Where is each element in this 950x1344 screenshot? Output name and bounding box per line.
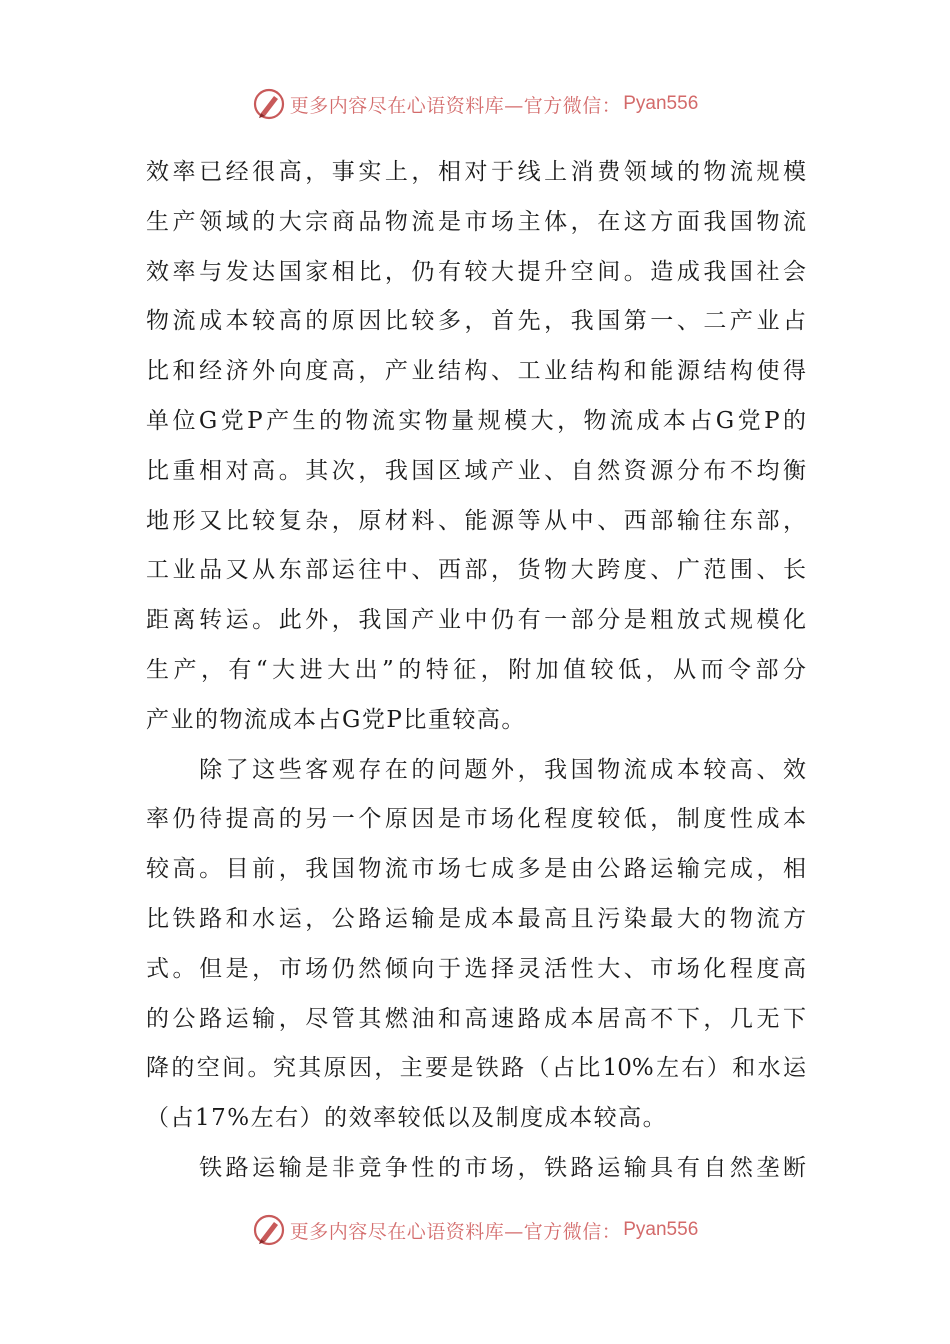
pen-logo-icon	[252, 1213, 286, 1247]
text-line: 比铁路和水运，公路运输是成本最高且污染最大的物流方	[146, 905, 806, 932]
text-line: 效率已经很高，事实上，相对于线上消费领域的物流规模	[146, 159, 806, 185]
watermark-wechat-id: Pyan556	[623, 1219, 699, 1240]
text-line: 产业的物流成本占G党P比重较高。	[146, 706, 526, 733]
text-line: 生产，有“大进大出”的特征，附加值较低，从而令部分	[146, 656, 806, 683]
watermark-text: 更多内容尽在心语资料库—官方微信：	[289, 1220, 622, 1243]
pen-logo-icon	[252, 87, 286, 121]
text-line: 较高。目前，我国物流市场七成多是由公路运输完成，相	[146, 856, 806, 883]
header-watermark	[0, 84, 950, 124]
text-line: （占17%左右）的效率较低以及制度成本较高。	[146, 1105, 668, 1132]
text-line: 铁路运输是非竞争性的市场，铁路运输具有自然垄断	[146, 1154, 806, 1181]
watermark-wechat-id: Pyan556	[623, 93, 699, 114]
watermark-text: 更多内容尽在心语资料库—官方微信：	[289, 94, 622, 117]
text-line: 单位G党P产生的物流实物量规模大，物流成本占G党P的	[146, 407, 806, 434]
text-line: 率仍待提高的另一个原因是市场化程度较低，制度性成本	[146, 806, 806, 833]
text-line: 地形又比较复杂，原材料、能源等从中、西部输往东部，	[146, 507, 806, 534]
text-line: 效率与发达国家相比，仍有较大提升空间。造成我国社会	[146, 258, 806, 285]
text-line: 降的空间。究其原因，主要是铁路（占比10%左右）和水运	[146, 1055, 806, 1082]
text-line: 式。但是，市场仍然倾向于选择灵活性大、市场化程度高	[146, 955, 806, 982]
text-line: 工业品又从东部运往中、西部，货物大跨度、广范围、长	[146, 557, 806, 584]
footer-watermark	[0, 1210, 950, 1250]
text-line: 除了这些客观存在的问题外，我国物流成本较高、效	[146, 756, 806, 783]
text-line: 物流成本较高的原因比较多，首先，我国第一、二产业占	[146, 308, 806, 335]
text-line: 比重相对高。其次，我国区域产业、自然资源分布不均衡	[146, 457, 806, 484]
text-line: 比和经济外向度高，产业结构、工业结构和能源结构使得	[146, 358, 806, 385]
document-body	[146, 148, 806, 1194]
text-line: 生产领域的大宗商品物流是市场主体，在这方面我国物流	[146, 208, 806, 235]
text-line: 的公路运输，尽管其燃油和高速路成本居高不下，几无下	[146, 1005, 806, 1032]
text-line: 距离转运。此外，我国产业中仍有一部分是粗放式规模化	[146, 607, 806, 634]
